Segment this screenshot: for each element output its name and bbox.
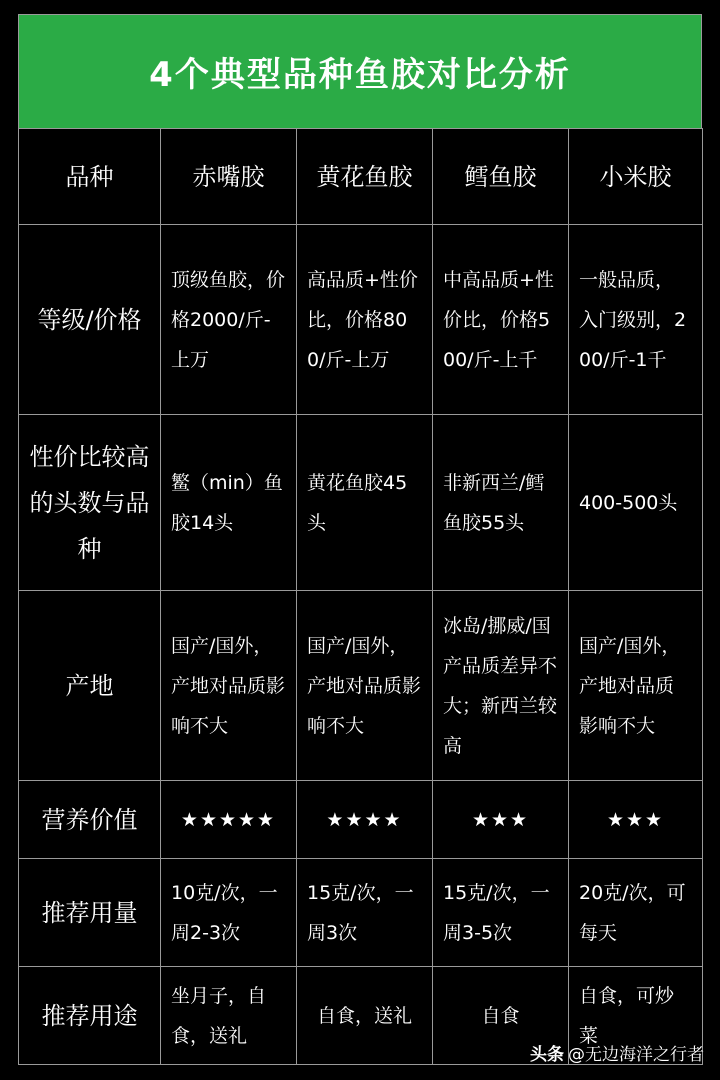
table-cell: 自食，可炒菜 — [569, 967, 703, 1065]
table-cell: 自食，送礼 — [297, 967, 433, 1065]
row-label: 产地 — [19, 591, 161, 781]
star-rating: ★★★★ — [297, 781, 433, 859]
table-row — [19, 415, 703, 591]
table-cell: 高品质+性价比，价格800/斤-上万 — [297, 225, 433, 415]
table-cell: 坐月子，自食，送礼 — [161, 967, 297, 1065]
star-rating: ★★★★★ — [161, 781, 297, 859]
watermark-handle: @无边海洋之行者 — [568, 1045, 704, 1065]
header-cell: 小米胶 — [569, 129, 703, 225]
table-cell: 400-500头 — [569, 415, 703, 591]
row-label: 性价比较高的头数与品种 — [19, 415, 161, 591]
star-rating: ★★★ — [569, 781, 703, 859]
comparison-table — [18, 128, 703, 1065]
watermark-brand: 头条 — [530, 1045, 564, 1065]
table-cell: 国产/国外，产地对品质影响不大 — [569, 591, 703, 781]
table-cell: 冰岛/挪威/国产品质差异不大；新西兰较高 — [433, 591, 569, 781]
table-cell: 一般品质，入门级别，200/斤-1千 — [569, 225, 703, 415]
row-label: 推荐用途 — [19, 967, 161, 1065]
row-label: 等级/价格 — [19, 225, 161, 415]
table-row — [19, 781, 703, 859]
table-header-row — [19, 129, 703, 225]
table-cell: 15克/次，一周3-5次 — [433, 859, 569, 967]
header-cell: 品种 — [19, 129, 161, 225]
table-cell: 自食 — [433, 967, 569, 1065]
table-cell: 国产/国外，产地对品质影响不大 — [161, 591, 297, 781]
table-row — [19, 859, 703, 967]
header-cell: 鳕鱼胶 — [433, 129, 569, 225]
table-cell: 10克/次，一周2-3次 — [161, 859, 297, 967]
row-label: 推荐用量 — [19, 859, 161, 967]
header-cell: 黄花鱼胶 — [297, 129, 433, 225]
watermark — [530, 1040, 704, 1065]
table-cell: 鳘（min）鱼胶14头 — [161, 415, 297, 591]
table-cell: 国产/国外，产地对品质影响不大 — [297, 591, 433, 781]
table-row — [19, 591, 703, 781]
row-label: 营养价值 — [19, 781, 161, 859]
star-rating: ★★★ — [433, 781, 569, 859]
table-cell: 顶级鱼胶，价格2000/斤-上万 — [161, 225, 297, 415]
table-cell: 黄花鱼胶45头 — [297, 415, 433, 591]
table-cell: 中高品质+性价比，价格500/斤-上千 — [433, 225, 569, 415]
page-title: 4个典型品种鱼胶对比分析 — [18, 14, 702, 129]
header-cell: 赤嘴胶 — [161, 129, 297, 225]
table-cell: 15克/次，一周3次 — [297, 859, 433, 967]
table-cell: 20克/次，可每天 — [569, 859, 703, 967]
table-row — [19, 225, 703, 415]
table-cell: 非新西兰/鳕鱼胶55头 — [433, 415, 569, 591]
